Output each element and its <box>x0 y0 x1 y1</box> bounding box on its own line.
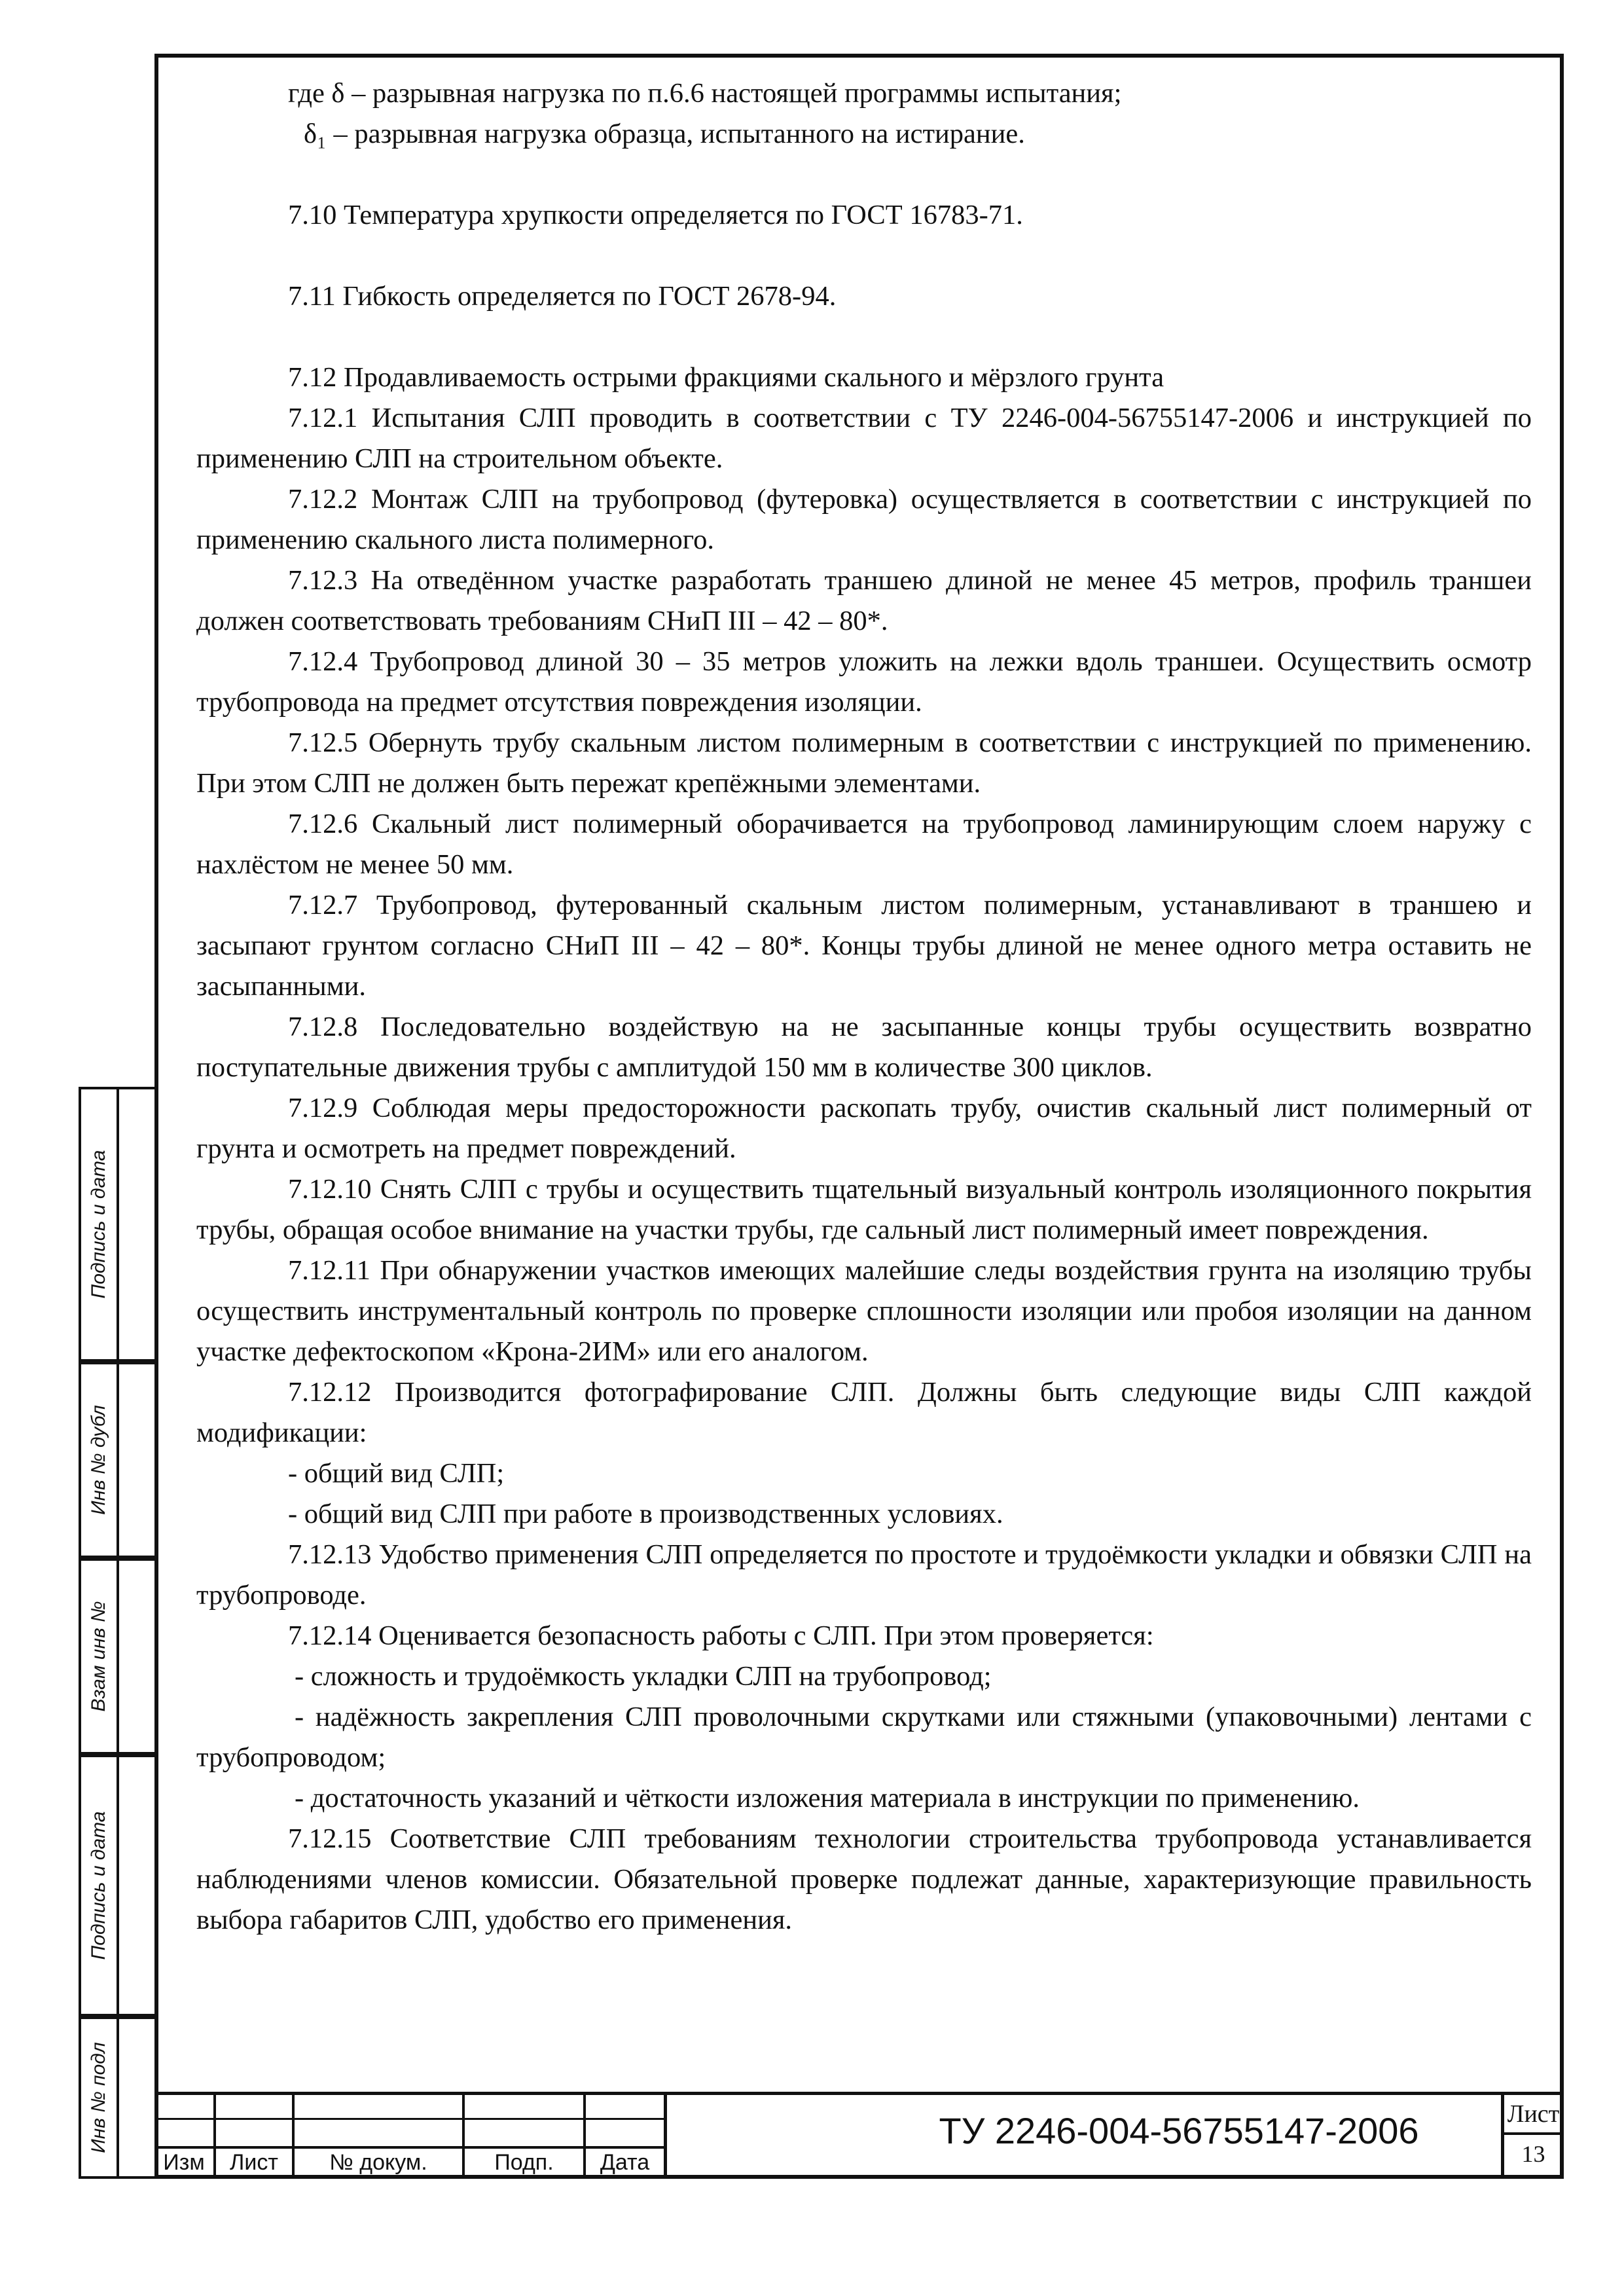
paragraph: 7.12.4 Трубопровод длиной 30 – 35 метров уложить на лежки вдоль траншеи. Осуществить осмотр трубопровода на предмет отсутствия повреждения изоляции. <box>196 646 1532 718</box>
paragraph: 7.12.7 Трубопровод, футерованный скальным листом полимерным, устанавливают в траншею и засыпают грунтом согласно СНиП III – 42 – 80*. Концы трубы длиной не менее одного метра оставить не засыпанными. <box>196 890 1532 1002</box>
paragraph: где δ – разрывная нагрузка по п.6.6 настоящей программы испытания; <box>288 78 1122 109</box>
paragraph: 7.12.12 Производится фотографирование СЛП. Должны быть следующие виды СЛП каждой модификации: <box>196 1377 1532 1448</box>
paragraph: - надёжность закрепления СЛП проволочными скрутками или стяжными (упаковочными) лентами с трубопроводом; <box>196 1702 1532 1773</box>
paragraph: - общий вид СЛП при работе в производственных условиях. <box>288 1499 1003 1529</box>
title-block <box>154 2092 1564 2179</box>
sheet-number: 13 <box>1521 2141 1545 2167</box>
side-label-replace-inv: Взам инв № <box>88 1601 109 1712</box>
side-label-orig-inv: Инв № подл <box>88 2042 109 2153</box>
paragraph: 7.12.15 Соответствие СЛП требованиям технологии строительства трубопровода устанавливается наблюдениями членов комиссии. Обязательной проверке подлежат данные, характеризующие правильность выбора габаритов СЛП, удобство его применения. <box>196 1823 1532 1935</box>
paragraph: - достаточность указаний и чёткости изложения материала в инструкции по применению. <box>295 1783 1360 1813</box>
paragraph: δ₁ – разрывная нагрузка образца, испытанного на истирание. <box>304 118 1025 149</box>
side-cell-signature-date-2 <box>79 1755 154 2016</box>
side-label-signature-date-2: Подпись и дата <box>88 1811 109 1960</box>
tb-col-signature: Подп. <box>494 2150 554 2175</box>
tb-col-doc-no: № докум. <box>329 2150 427 2175</box>
tb-col-sheet: Лист <box>230 2150 278 2175</box>
document-body <box>196 73 1532 1941</box>
paragraph: 7.12.2 Монтаж СЛП на трубопровод (футеровка) осуществляется в соответствии с инструкцией по применению скального листа полимерного. <box>196 484 1532 555</box>
paragraph: - общий вид СЛП; <box>288 1458 505 1489</box>
paragraph: 7.12.13 Удобство применения СЛП определяется по простоте и трудоёмкости укладки и обвязки СЛП на трубопроводе. <box>196 1539 1532 1611</box>
sheet-label: Лист <box>1507 2100 1560 2128</box>
paragraph: 7.12.11 При обнаружении участков имеющих малейшие следы воздействия грунта на изоляцию трубы осуществить инструментальный контроль по проверке сплошности изоляции или пробоя изоляции на данном участке дефектоскопом «Крона-2ИМ» или его аналогом. <box>196 1255 1532 1367</box>
paragraph: 7.12.10 Снять СЛП с трубы и осуществить тщательный визуальный контроль изоляционного покрытия трубы, обращая особое внимание на участки трубы, где сальный лист полимерный имеет повреждения. <box>196 1174 1532 1245</box>
paragraph: 7.12.3 На отведённом участке разработать траншею длиной не менее 45 метров, профиль траншеи должен соответствовать требованиям СНиП III – 42 – 80*. <box>196 565 1532 636</box>
side-stamp <box>79 1087 154 2179</box>
side-cell-signature-date-1 <box>79 1087 154 1362</box>
paragraph: 7.12.6 Скальный лист полимерный оборачивается на трубопровод ламинирующим слоем наружу с нахлёстом не менее 50 мм. <box>196 809 1532 880</box>
paragraph: 7.12 Продавливаемость острыми фракциями скального и мёрзлого грунта <box>288 362 1164 393</box>
paragraph: 7.12.8 Последовательно воздействую на не засыпанные концы трубы осуществить возвратно поступательные движения трубы с амплитудой 150 мм в количестве 300 циклов. <box>196 1011 1532 1083</box>
side-cell-dup-inv <box>79 1362 154 1558</box>
paragraph: 7.11 Гибкость определяется по ГОСТ 2678-94. <box>288 281 837 312</box>
paragraph: 7.12.1 Испытания СЛП проводить в соответствии с ТУ 2246-004-56755147-2006 и инструкцией по применению СЛП на строительном объекте. <box>196 403 1532 474</box>
side-label-dup-inv: Инв № дубл <box>88 1405 109 1515</box>
paragraph: 7.12.5 Обернуть трубу скальным листом полимерным в соответствии с инструкцией по применению. При этом СЛП не должен быть пережат крепёжными элементами. <box>196 727 1532 799</box>
paragraph: 7.12.9 Соблюдая меры предосторожности раскопать трубу, очистив скальный лист полимерный от грунта и осмотреть на предмет повреждений. <box>196 1093 1532 1164</box>
paragraph: 7.12.14 Оценивается безопасность работы с СЛП. При этом проверяется: <box>288 1620 1154 1651</box>
tb-col-change: Изм <box>163 2150 205 2175</box>
tb-col-date: Дата <box>600 2150 650 2175</box>
side-cell-orig-inv <box>79 2016 154 2179</box>
paragraph: - сложность и трудоёмкость укладки СЛП на трубопровод; <box>295 1661 992 1692</box>
side-label-signature-date-1: Подпись и дата <box>88 1150 109 1299</box>
document-code: ТУ 2246-004-56755147-2006 <box>939 2110 1419 2151</box>
side-cell-replace-inv <box>79 1558 154 1755</box>
paragraph: 7.10 Температура хрупкости определяется по ГОСТ 16783-71. <box>288 200 1023 230</box>
